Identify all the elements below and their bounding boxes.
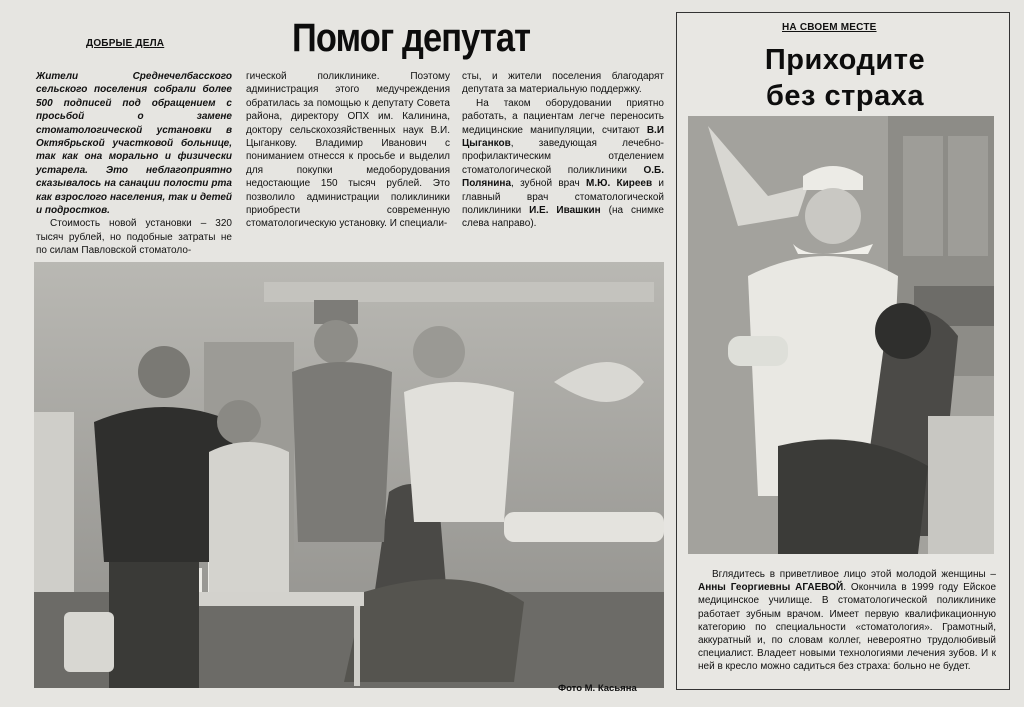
col3-paragraph-2: [462, 97, 664, 231]
article-column-3: [462, 70, 664, 231]
text-run: , зубной врач: [511, 178, 587, 190]
body-paragraph: Стоимость новой установки – 320 тысяч рублей, но подобные затраты не по силам Павловской стоматоло-: [36, 218, 232, 257]
person-name: И.Е. Ивашкин: [529, 205, 601, 217]
text-run: (на снимке слева направо).: [462, 205, 664, 230]
group-photo-illustration: [34, 262, 664, 688]
headline-right: [700, 42, 990, 114]
dentist-photo: [688, 116, 994, 554]
lead-paragraph: Жители Среднечелбасского сельского поселения собрали более 500 подписей под обращением с просьбой о замене стоматологической установки в Октябрьской участковой больнице, так как она морально и физически устарела. Это неблагоприятно сказывалось на санации полости рта как взрослого населения, так и детей и подростков.: [36, 71, 232, 217]
dentist-photo-illustration: [688, 116, 994, 554]
text-run: , заведующая лечебно-профилактическим отделением стоматологической поликлиники: [462, 138, 664, 176]
section-label-right: НА СВОЕМ МЕСТЕ: [782, 22, 877, 33]
person-name: О.Б. Полянина: [462, 164, 664, 190]
headline-line: Приходите: [764, 44, 926, 76]
col3-paragraph-1: сты, и жители поселения благодарят депутата за материальную поддержку.: [462, 71, 664, 96]
person-name: М.Ю. Киреев: [586, 178, 653, 190]
headline-line: без страха: [766, 80, 924, 112]
article-column-1: [36, 70, 232, 258]
article-column-2: гической поликлинике. Поэтому администрация этого медучреждения обратилась за помощью к депутату Совета района, директору ОПХ им. Калинина, доктору сельскохозяйственных наук В.И. Цыганкову. Владимир Иванович с пониманием отнесся к просьбе и выделил для покупки медоборудования недостающие 150 тысяч рублей. Это позволило администрации поликлиники приобрести современную стоматологическую установку. И специали-: [246, 71, 450, 230]
headline-left: Помог депутат: [292, 16, 531, 60]
text-run: На таком оборудовании приятно работать, а пациентам легче переносить медицинские манипуляции, считают: [462, 97, 664, 136]
group-photo: [34, 262, 664, 688]
text-run: Вглядитесь в приветливое лицо этой молодой женщины –: [712, 569, 996, 580]
person-name: В.И Цыганков: [462, 124, 664, 150]
text-run: . Окончила в 1999 году Ейское медицинское училище. В стоматологической поликлинике работает зубным врачом. Имеет первую квалификационную категорию по специальности «стоматология». Грамотный, аккуратный и, по словам коллег, невероятно трудолюбивый специалист. Владеет новыми технологиями лечения зубов. И к ней в кресло можно садиться без страха: больно не будет.: [698, 582, 997, 673]
sidebar-article-text: [698, 568, 996, 674]
photo-credit: Фото М. Касьяна: [558, 683, 637, 694]
text-run: и главный врач стоматологической поликлиники: [462, 178, 664, 217]
section-label-left: ДОБРЫЕ ДЕЛА: [86, 38, 165, 49]
person-name: Анны Георгиевны АГАЕВОЙ: [698, 582, 844, 594]
